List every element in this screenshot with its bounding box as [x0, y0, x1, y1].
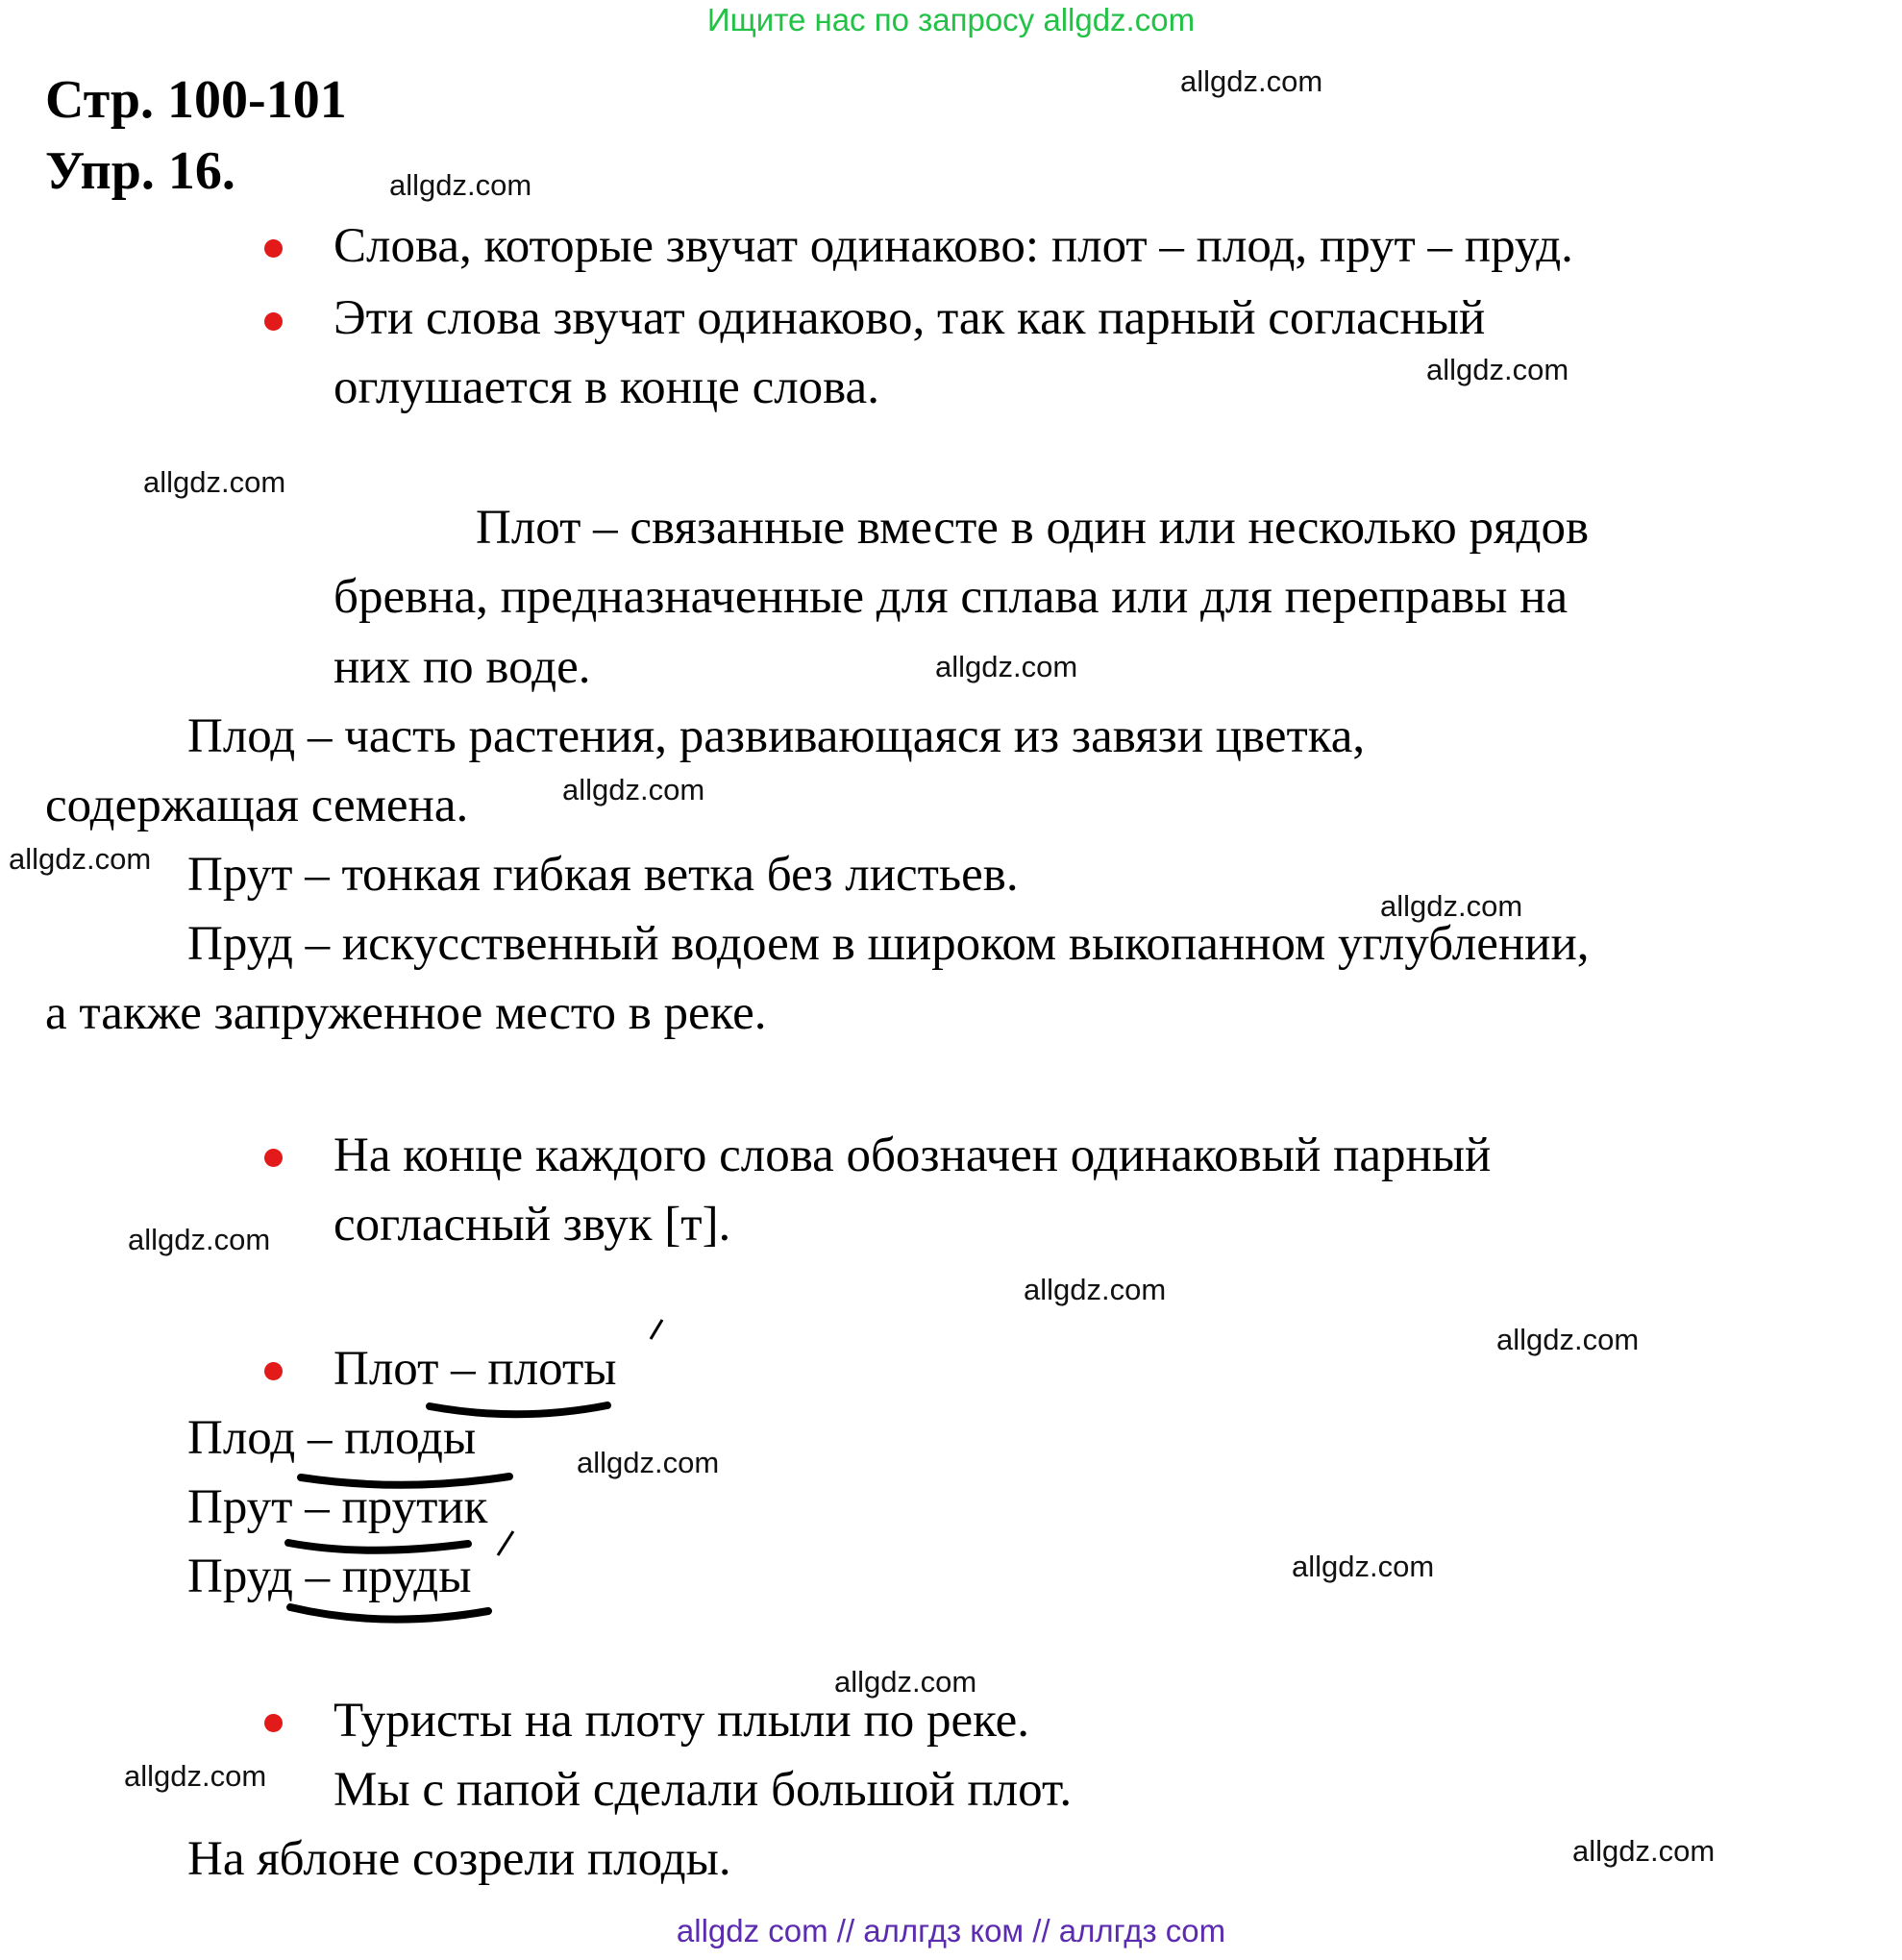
stress-mark — [651, 1320, 662, 1339]
search-hint-banner: Ищите нас по запросу allgdz.com — [706, 2, 1196, 37]
watermark-text: allgdz.com — [143, 465, 286, 499]
definition-line: Прут – тонкая гибкая ветка без листьев. — [187, 848, 1019, 902]
watermark-text: allgdz.com — [128, 1223, 271, 1256]
definition-line: бревна, предназначенные для сплава или для переправы на — [333, 570, 1569, 624]
word-pair: Пруд – пруды — [187, 1550, 472, 1603]
word-pair: Прут – прутик — [187, 1480, 488, 1534]
watermark-text: allgdz.com — [562, 773, 705, 806]
answer-line: согласный звук [т]. — [333, 1198, 731, 1252]
definition-line: них по воде. — [333, 640, 591, 694]
bullet-marker — [264, 239, 283, 258]
definition-line: а также запруженное место в реке. — [45, 986, 767, 1040]
bullet-marker — [264, 1714, 283, 1732]
watermark-text: allgdz.com — [1496, 1323, 1640, 1356]
watermark-text: allgdz.com — [1024, 1273, 1167, 1306]
stress-mark — [498, 1531, 513, 1555]
answer-line: На конце каждого слова обозначен одинаковый парный — [333, 1129, 1492, 1182]
sentence-line: На яблоне созрели плоды. — [187, 1832, 731, 1886]
watermark-text: allgdz.com — [1572, 1834, 1716, 1868]
watermark-text: allgdz.com — [1380, 889, 1523, 923]
sentence-line: Туристы на плоту плыли по реке. — [333, 1694, 1030, 1748]
watermark-text: allgdz.com — [9, 842, 152, 876]
bullet-marker — [264, 1362, 283, 1380]
watermark-text: allgdz.com — [1180, 64, 1323, 98]
watermark-text: allgdz.com — [577, 1446, 720, 1479]
page-number-heading: Стр. 100-101 — [45, 70, 347, 130]
watermark-text: allgdz.com — [389, 168, 532, 202]
sentence-line: Мы с папой сделали большой плот. — [333, 1763, 1073, 1817]
bullet-marker — [264, 312, 283, 331]
watermark-text: allgdz.com — [124, 1759, 267, 1793]
definition-line: Плод – часть растения, развивающаяся из завязи цветка, — [187, 709, 1366, 763]
definition-line: Плот – связанные вместе в один или несколько рядов — [476, 501, 1590, 555]
watermark-text: allgdz.com — [1426, 353, 1569, 386]
answer-line: Эти слова звучат одинаково, так как парный согласный — [333, 291, 1486, 345]
watermark-text: allgdz.com — [1292, 1550, 1435, 1583]
answer-line: Слова, которые звучат одинаково: плот – плод, прут – пруд. — [333, 219, 1573, 273]
bullet-marker — [264, 1149, 283, 1167]
definition-line: содержащая семена. — [45, 779, 469, 832]
exercise-number-heading: Упр. 16. — [45, 141, 235, 201]
watermark-text: allgdz.com — [935, 650, 1078, 683]
definition-line: Пруд – искусственный водоем в широком выкопанном углублении, — [187, 917, 1590, 971]
footer-watermark-line: allgdz com // аллгдз ком // аллгдз com — [676, 1913, 1226, 1948]
answer-line: оглушается в конце слова. — [333, 360, 879, 414]
watermark-text: allgdz.com — [834, 1665, 977, 1699]
word-pair: Плот – плоты — [333, 1342, 617, 1396]
word-pair: Плод – плоды — [187, 1411, 477, 1465]
